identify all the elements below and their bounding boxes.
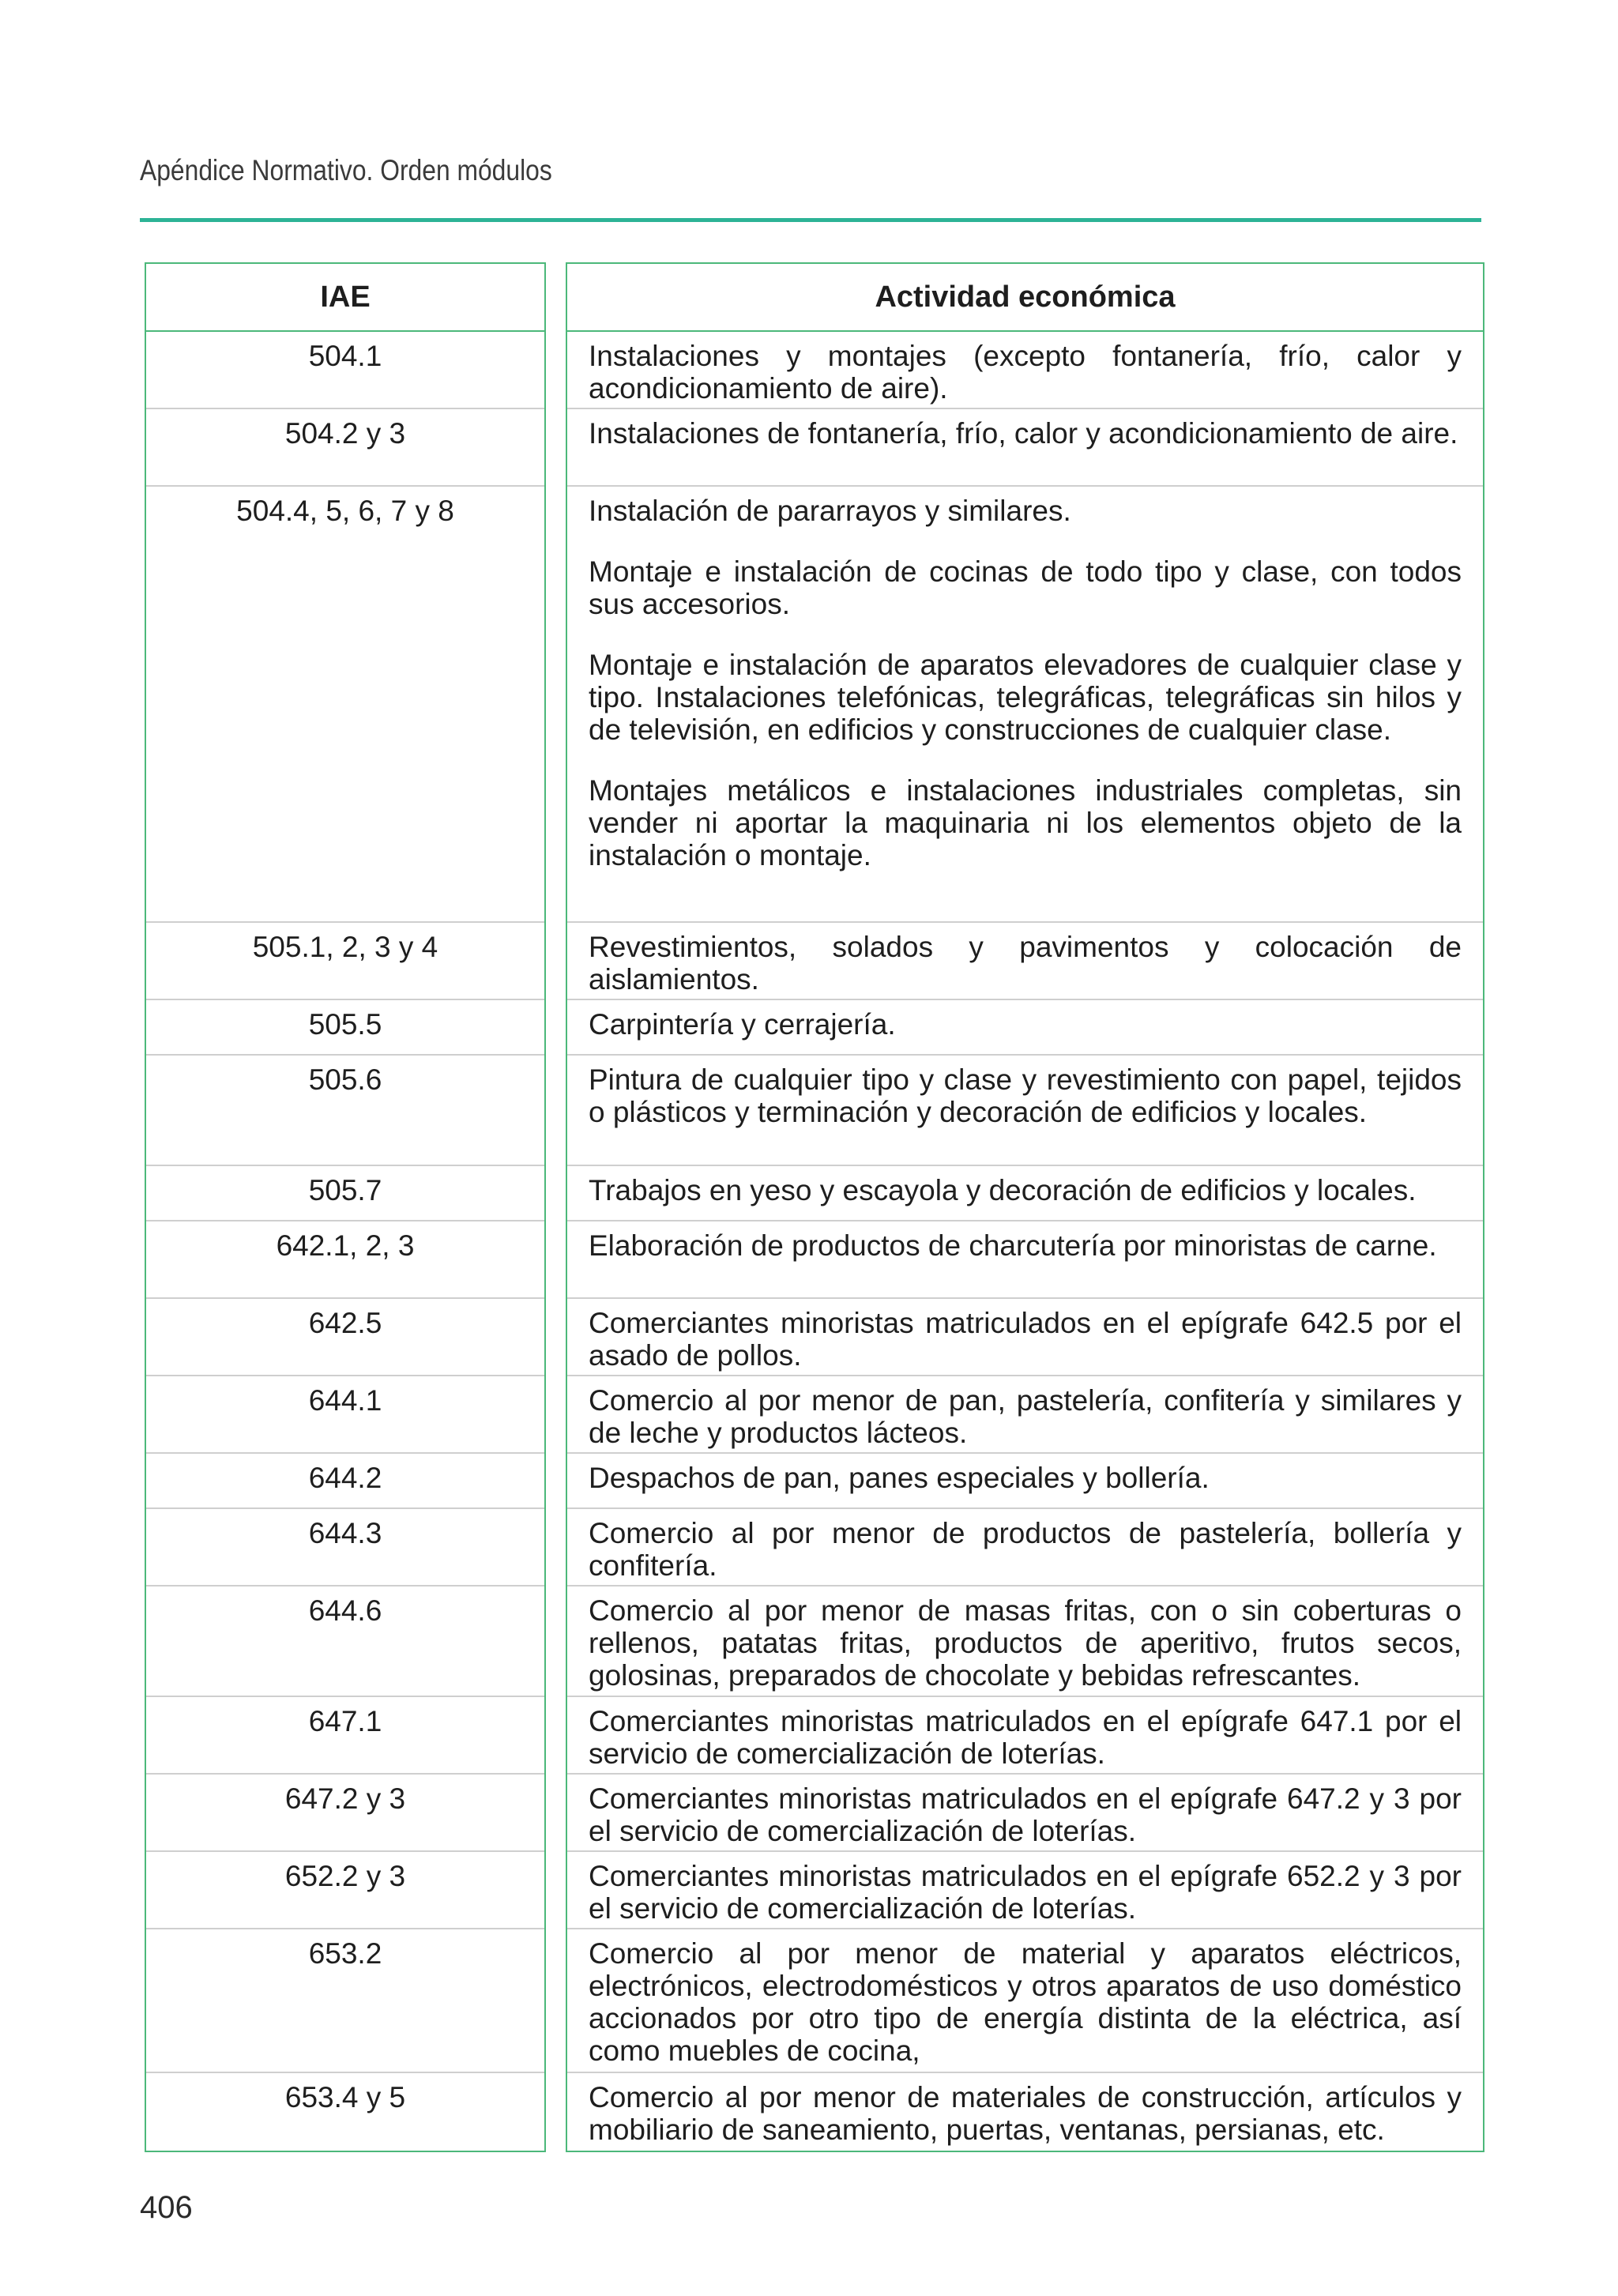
iae-cell: 652.2 y 3	[146, 1852, 544, 1929]
iae-column-header: IAE	[146, 264, 544, 332]
activity-cell	[567, 1852, 1483, 1929]
iae-cell: 644.1	[146, 1376, 544, 1454]
activity-cell	[567, 1929, 1483, 2073]
iae-cell: 505.7	[146, 1166, 544, 1221]
activity-column	[566, 262, 1484, 2152]
iae-cell: 647.2 y 3	[146, 1775, 544, 1852]
activity-column-header: Actividad económica	[567, 264, 1483, 332]
activity-cell	[567, 487, 1483, 923]
activity-cell	[567, 1586, 1483, 1697]
iae-cell: 504.1	[146, 332, 544, 409]
activity-paragraph: Comercio al por menor de material y aparatos eléctricos, electrónicos, electrodomésticos y otros aparatos de uso doméstico accionados por otro tipo de energía distinta de la eléctrica, así como muebles de cocina,	[589, 1937, 1462, 2067]
activity-paragraph: Despachos de pan, panes especiales y bollería.	[589, 1462, 1210, 1494]
header-rule	[140, 218, 1481, 222]
activity-cell	[567, 2073, 1483, 2151]
iae-cells	[146, 332, 544, 2151]
activity-cell	[567, 1000, 1483, 1056]
activity-paragraph: Instalación de pararrayos y similares.	[589, 495, 1071, 527]
activity-paragraph: Comerciantes minoristas matriculados en el epígrafe 647.1 por el servicio de comercialización de loterías.	[589, 1705, 1462, 1770]
activity-paragraph: Montaje e instalación de aparatos elevadores de cualquier clase y tipo. Instalaciones telefónicas, telegráficas, telegráficas sin hilos y de televisión, en edificios y construcciones de cualquier clase.	[589, 649, 1462, 746]
activity-paragraph: Comerciantes minoristas matriculados en el epígrafe 642.5 por el asado de pollos.	[589, 1307, 1462, 1372]
activity-cell	[567, 1509, 1483, 1586]
activity-paragraph: Montaje e instalación de cocinas de todo tipo y clase, con todos sus accesorios.	[589, 555, 1462, 620]
activity-paragraph: Comerciantes minoristas matriculados en el epígrafe 652.2 y 3 por el servicio de comercialización de loterías.	[589, 1860, 1462, 1925]
activity-paragraph: Comercio al por menor de productos de pastelería, bollería y confitería.	[589, 1517, 1462, 1582]
activity-cell	[567, 923, 1483, 1000]
iae-cell: 642.1, 2, 3	[146, 1221, 544, 1299]
activity-paragraph: Comerciantes minoristas matriculados en el epígrafe 647.2 y 3 por el servicio de comercialización de loterías.	[589, 1782, 1462, 1847]
iae-cell: 504.2 y 3	[146, 409, 544, 487]
activity-paragraph: Comercio al por menor de pan, pastelería, confitería y similares y de leche y productos lácteos.	[589, 1384, 1462, 1449]
activity-cell	[567, 332, 1483, 409]
iae-column	[145, 262, 546, 2152]
activity-paragraph: Instalaciones y montajes (excepto fontanería, frío, calor y acondicionamiento de aire).	[589, 340, 1462, 405]
activity-paragraph: Montajes metálicos e instalaciones industriales completas, sin vender ni aportar la maquinaria ni los elementos objeto de la instalación o montaje.	[589, 774, 1462, 871]
iae-cell: 642.5	[146, 1299, 544, 1376]
activity-paragraph: Revestimientos, solados y pavimentos y colocación de aislamientos.	[589, 931, 1462, 996]
activity-cell	[567, 1166, 1483, 1221]
iae-cell: 505.1, 2, 3 y 4	[146, 923, 544, 1000]
activity-paragraph: Trabajos en yeso y escayola y decoración de edificios y locales.	[589, 1174, 1417, 1206]
page-header-title: Apéndice Normativo. Orden módulos	[140, 154, 552, 186]
iae-cell: 505.5	[146, 1000, 544, 1056]
activity-paragraph: Pintura de cualquier tipo y clase y revestimiento con papel, tejidos o plásticos y terminación y decoración de edificios y locales.	[589, 1063, 1462, 1128]
activity-paragraph: Carpintería y cerrajería.	[589, 1008, 896, 1041]
activity-cell	[567, 409, 1483, 487]
activity-cell	[567, 1454, 1483, 1509]
activity-cell	[567, 1376, 1483, 1454]
activity-paragraph: Comercio al por menor de masas fritas, con o sin coberturas o rellenos, patatas fritas, productos de aperitivo, frutos secos, golosinas, preparados de chocolate y bebidas refrescantes.	[589, 1594, 1462, 1692]
iae-cell: 644.6	[146, 1586, 544, 1697]
activity-cell	[567, 1775, 1483, 1852]
page-number: 406	[140, 2190, 193, 2225]
activity-paragraph: Comercio al por menor de materiales de construcción, artículos y mobiliario de saneamiento, puertas, ventanas, persianas, etc.	[589, 2081, 1462, 2146]
activity-cell	[567, 1299, 1483, 1376]
activity-cell	[567, 1697, 1483, 1775]
activity-paragraph: Instalaciones de fontanería, frío, calor y acondicionamiento de aire.	[589, 417, 1458, 450]
iae-cell: 505.6	[146, 1056, 544, 1166]
iae-cell: 644.2	[146, 1454, 544, 1509]
activity-cells	[567, 332, 1483, 2151]
activity-paragraph: Elaboración de productos de charcutería por minoristas de carne.	[589, 1229, 1437, 1262]
iae-cell: 644.3	[146, 1509, 544, 1586]
iae-cell: 647.1	[146, 1697, 544, 1775]
activity-cell	[567, 1056, 1483, 1166]
iae-cell: 653.4 y 5	[284, 2081, 406, 2113]
iae-cell: 653.2	[146, 1929, 544, 2073]
activity-cell	[567, 1221, 1483, 1299]
iae-cell: 504.4, 5, 6, 7 y 8	[146, 487, 544, 923]
